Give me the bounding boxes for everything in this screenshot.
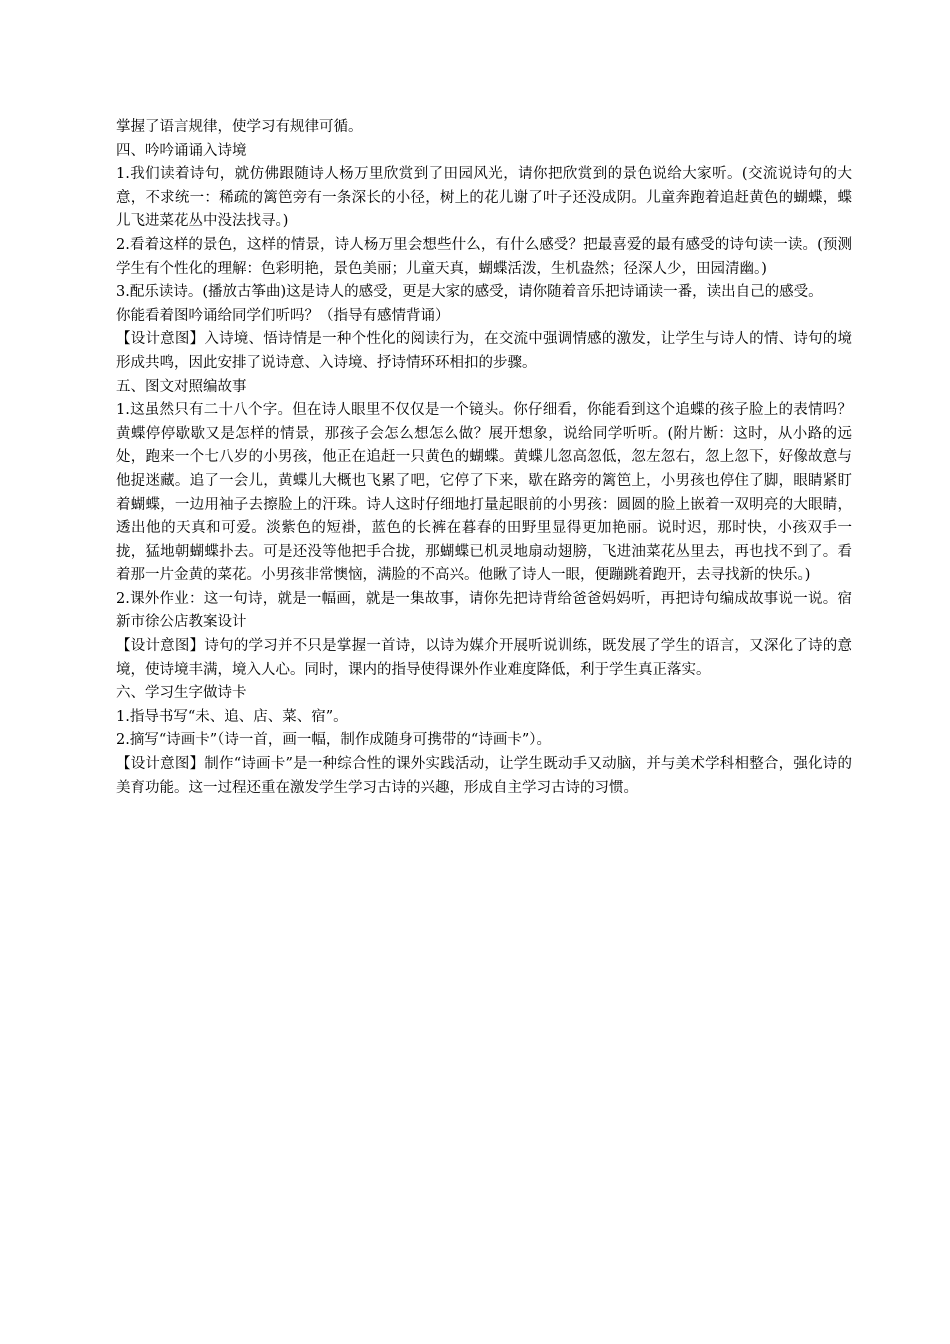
paragraph: 你能看着图吟诵给同学们听吗？（指导有感情背诵）	[116, 307, 450, 324]
paragraph: 2.看着这样的景色，这样的情景，诗人杨万里会想些什么，有什么感受？把最喜爱的最有感受的诗句读一读。(预测学生有个性化的理解：色彩明艳，景色美丽；儿童天真，蝴蝶活泼，生机盎然；径深人少，田园清幽。)	[116, 236, 852, 277]
design-intent-paragraph: 【设计意图】制作“诗画卡”是一种综合性的课外实践活动，让学生既动手又动脑，并与美术学科相整合，强化诗的美育功能。这一过程还重在激发学生学习古诗的兴趣，形成自主学习古诗的习惯。	[116, 756, 852, 796]
paragraph: 1.指导书写“未、追、店、菜、宿”。	[116, 708, 348, 725]
design-intent-paragraph: 【设计意图】诗句的学习并不只是掌握一首诗，以诗为媒介开展听说训练，既发展了学生的语言，又深化了诗的意境，使诗境丰满，境入人心。同时，课内的指导使得课外作业难度降低，利于学生真正落实。	[116, 638, 852, 678]
document-page	[116, 116, 852, 800]
section-heading: 五、图文对照编故事	[116, 378, 247, 395]
paragraph: 掌握了语言规律，使学习有规律可循。	[116, 119, 363, 135]
paragraph: 2.摘写“诗画卡”（诗一首，画一幅，制作成随身可携带的“诗画卡”）。	[116, 732, 551, 749]
paragraph: 2.课外作业：这一句诗，就是一幅画，就是一集故事，请你先把诗背给爸爸妈妈听，再把诗句编成故事说一说。宿新市徐公店教案设计	[116, 590, 852, 631]
section-heading: 四、吟吟诵诵入诗境	[116, 142, 247, 159]
paragraph: 1.这虽然只有二十八个字。但在诗人眼里不仅仅是一个镜头。你仔细看，你能看到这个追蝶的孩子脸上的表情吗？黄蝶停停歇歇又是怎样的情景，那孩子会怎么想怎么做？展开想象，说给同学听听。(附片断：这时，从小路的远处，跑来一个七八岁的小男孩，他正在追赶一只黄色的蝴蝶。黄蝶儿忽高忽低，忽左忽右，忽上忽下，好像故意与他捉迷藏。追了一会儿，黄蝶儿大概也飞累了吧，它停了下来，歇在路旁的篱笆上，小男孩也停住了脚，眼睛紧盯着蝴蝶，一边用袖子去擦脸上的汗珠。诗人这时仔细地打量起眼前的小男孩：圆圆的脸上嵌着一双明亮的大眼睛，透出他的天真和可爱。淡紫色的短褂，蓝色的长裤在暮春的田野里显得更加艳丽。说时迟，那时快，小孩双手一拢，猛地朝蝴蝶扑去。可是还没等他把手合拢，那蝴蝶已机灵地扇动翅膀，飞进油菜花丛里去，再也找不到了。看着那一片金黄的菜花。小男孩非常懊恼，满脸的不高兴。他瞅了诗人一眼，便蹦跳着跑开，去寻找新的快乐。)	[116, 402, 852, 584]
design-intent-paragraph: 【设计意图】入诗境、悟诗情是一种个性化的阅读行为，在交流中强调情感的激发，让学生与诗人的情、诗句的境形成共鸣，因此安排了说诗意、入诗境、抒诗情环环相扣的步骤。	[116, 331, 852, 371]
paragraph: 3.配乐读诗。(播放古筝曲)这是诗人的感受，更是大家的感受，请你随着音乐把诗诵读一番，读出自己的感受。	[116, 284, 823, 301]
section-heading: 六、学习生字做诗卡	[116, 685, 247, 702]
paragraph: 1.我们读着诗句，就仿佛跟随诗人杨万里欣赏到了田园风光，请你把欣赏到的景色说给大家听。(交流说诗句的大意，不求统一：稀疏的篱笆旁有一条深长的小径，树上的花儿谢了叶子还没成阴。儿童奔跑着追赶黄色的蝴蝶，蝶儿飞进菜花丛中没法找寻。)	[116, 166, 852, 230]
